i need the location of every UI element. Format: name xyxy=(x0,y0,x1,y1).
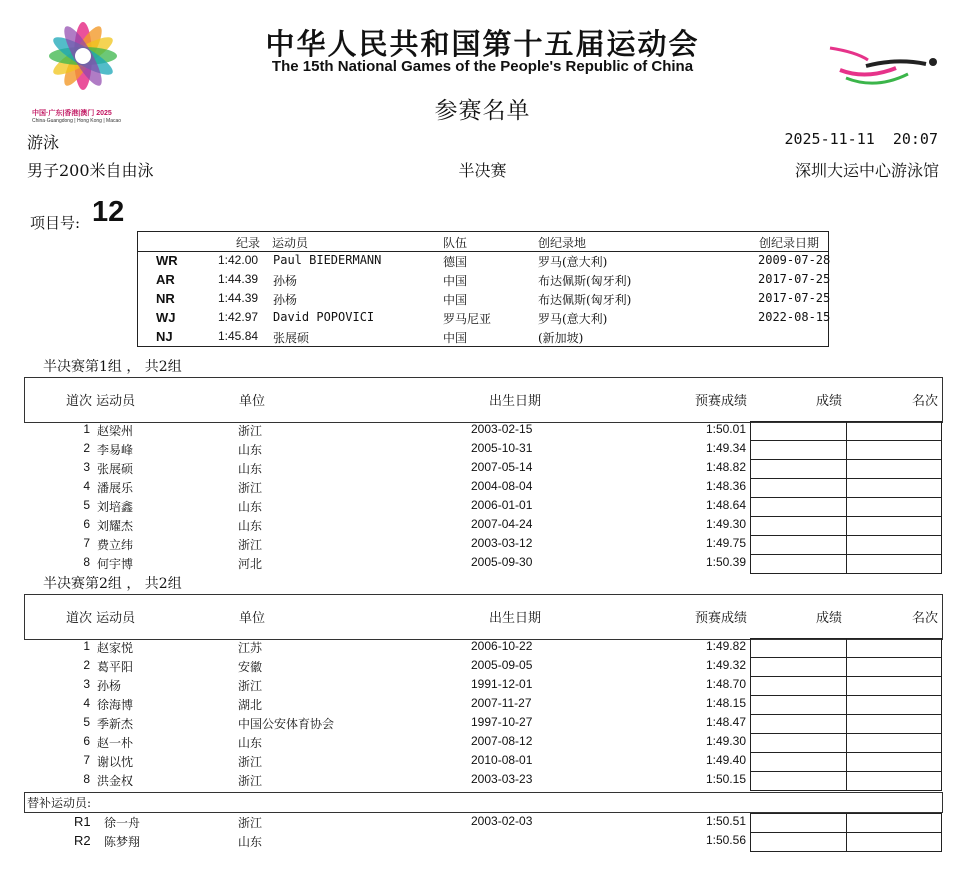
heat-result: 1:50.56 xyxy=(705,833,746,847)
athlete-unit: 山东 xyxy=(238,500,263,514)
heat-result: 1:48.70 xyxy=(705,677,746,691)
record-date: 2017-07-25 xyxy=(758,272,831,286)
athlete-dob: 2005-10-31 xyxy=(471,441,533,455)
result-cell xyxy=(750,497,847,517)
lane-number: 1 xyxy=(83,422,90,436)
record-row xyxy=(138,252,831,271)
lane-number: 2 xyxy=(83,441,90,455)
athlete-dob: 2003-02-03 xyxy=(471,814,533,828)
athlete-row xyxy=(24,497,941,516)
athlete-unit: 山东 xyxy=(238,443,263,457)
reserve-row xyxy=(24,832,941,851)
records-header-athlete: 运动员 xyxy=(272,236,309,250)
record-code: WR xyxy=(156,253,178,268)
col-heat-result: 预赛成绩 xyxy=(695,394,748,409)
result-cell xyxy=(750,714,847,734)
record-time: 1:45.84 xyxy=(218,329,259,343)
col-result: 成绩 xyxy=(816,611,843,626)
result-cell xyxy=(750,478,847,498)
lane-number: 5 xyxy=(83,715,90,729)
records-header-record: 纪录 xyxy=(236,236,261,250)
record-athlete: 孙杨 xyxy=(273,274,298,288)
datetime: 2025-11-11 20:07 xyxy=(784,130,938,148)
athlete-dob: 2003-03-12 xyxy=(471,536,533,550)
record-athlete: Paul BIEDERMANN xyxy=(273,253,382,267)
record-team: 中国 xyxy=(443,274,468,288)
records-header-team: 队伍 xyxy=(443,236,468,250)
rank-cell xyxy=(846,638,942,658)
heat-result: 1:49.30 xyxy=(705,517,746,531)
lane-number: R1 xyxy=(74,814,91,829)
record-row xyxy=(138,271,831,290)
result-cell xyxy=(750,554,847,574)
heat-result: 1:49.34 xyxy=(705,441,746,455)
lane-number: 7 xyxy=(83,536,90,550)
logo-caption-cn: 中国·广东|香港|澳门 2025 xyxy=(32,110,112,117)
col-dob: 出生日期 xyxy=(489,394,542,409)
heat-result: 1:48.47 xyxy=(705,715,746,729)
athlete-name: 徐海博 xyxy=(97,698,134,712)
record-date: 2009-07-28 xyxy=(758,253,831,267)
record-row xyxy=(138,290,831,309)
reserves-title: 替补运动员: xyxy=(27,796,92,810)
round-name: 半决赛 xyxy=(458,161,507,180)
athlete-row xyxy=(24,554,941,573)
athlete-row xyxy=(24,657,941,676)
athlete-dob: 2010-08-01 xyxy=(471,753,533,767)
athlete-name: 谢以忱 xyxy=(97,755,134,769)
lane-number: 3 xyxy=(83,677,90,691)
heat-result: 1:48.82 xyxy=(705,460,746,474)
rank-cell xyxy=(846,714,942,734)
athlete-name: 刘耀杰 xyxy=(97,519,134,533)
athlete-dob: 2003-03-23 xyxy=(471,772,533,786)
record-code: AR xyxy=(156,272,175,287)
group-1-title: 半决赛第1组 ， 共2组 xyxy=(43,359,182,375)
record-place: (新加坡) xyxy=(538,331,584,345)
athlete-name: 季新杰 xyxy=(97,717,134,731)
athlete-unit: 山东 xyxy=(238,835,263,849)
result-cell xyxy=(750,813,847,833)
lane-number: R2 xyxy=(74,833,91,848)
record-team: 中国 xyxy=(443,293,468,307)
record-code: NR xyxy=(156,291,175,306)
athlete-name: 孙杨 xyxy=(97,679,122,693)
col-heat-result: 预赛成绩 xyxy=(695,611,748,626)
result-cell xyxy=(750,752,847,772)
rank-cell xyxy=(846,733,942,753)
athlete-dob: 2006-01-01 xyxy=(471,498,533,512)
rank-cell xyxy=(846,459,942,479)
record-row xyxy=(138,309,831,328)
athlete-unit: 浙江 xyxy=(238,679,263,693)
lane-number: 5 xyxy=(83,498,90,512)
rank-cell xyxy=(846,657,942,677)
athlete-name: 张展硕 xyxy=(97,462,134,476)
athlete-unit: 湖北 xyxy=(238,698,263,712)
rank-cell xyxy=(846,440,942,460)
athlete-unit: 江苏 xyxy=(238,641,263,655)
records-header-row xyxy=(138,233,828,252)
document-title: 参赛名单 xyxy=(434,98,531,124)
rank-cell xyxy=(846,813,942,833)
athlete-unit: 浙江 xyxy=(238,755,263,769)
athlete-row xyxy=(24,676,941,695)
result-cell xyxy=(750,733,847,753)
athlete-unit: 浙江 xyxy=(238,538,263,552)
result-cell xyxy=(750,459,847,479)
athlete-unit: 安徽 xyxy=(238,660,263,674)
athlete-row xyxy=(24,459,941,478)
athlete-row xyxy=(24,695,941,714)
record-place: 布达佩斯(匈牙利) xyxy=(538,274,632,288)
athlete-dob: 2007-05-14 xyxy=(471,460,533,474)
record-code: WJ xyxy=(156,310,176,325)
sport-name: 游泳 xyxy=(27,133,60,152)
heat-result: 1:50.15 xyxy=(705,772,746,786)
rank-cell xyxy=(846,535,942,555)
record-time: 1:44.39 xyxy=(218,291,259,305)
athlete-row xyxy=(24,771,941,790)
group-2-title: 半决赛第2组 ， 共2组 xyxy=(43,576,182,592)
athlete-row xyxy=(24,535,941,554)
result-cell xyxy=(750,832,847,852)
record-team: 罗马尼亚 xyxy=(443,312,492,326)
athlete-row xyxy=(24,478,941,497)
heat-result: 1:48.15 xyxy=(705,696,746,710)
logo-caption-en: China·Guangdong | Hong Kong | Macao xyxy=(32,118,122,124)
rank-cell xyxy=(846,676,942,696)
athlete-name: 潘展乐 xyxy=(97,481,134,495)
record-time: 1:42.97 xyxy=(218,310,259,324)
athlete-unit: 浙江 xyxy=(238,774,263,788)
record-place: 罗马(意大利) xyxy=(538,255,608,269)
lane-number: 4 xyxy=(83,479,90,493)
group-1-column-header xyxy=(24,377,943,423)
lane-number: 6 xyxy=(83,517,90,531)
athlete-unit: 山东 xyxy=(238,519,263,533)
reserve-row xyxy=(24,813,941,832)
rank-cell xyxy=(846,516,942,536)
athlete-row xyxy=(24,752,941,771)
col-lane-athlete: 道次 运动员 xyxy=(66,394,136,409)
athlete-name: 陈梦翔 xyxy=(104,835,141,849)
lane-number: 8 xyxy=(83,772,90,786)
result-cell xyxy=(750,516,847,536)
athlete-unit: 浙江 xyxy=(238,424,263,438)
record-place: 布达佩斯(匈牙利) xyxy=(538,293,632,307)
athlete-dob: 2006-10-22 xyxy=(471,639,533,653)
athlete-unit: 浙江 xyxy=(238,481,263,495)
athlete-name: 李易峰 xyxy=(97,443,134,457)
result-cell xyxy=(750,638,847,658)
col-dob: 出生日期 xyxy=(489,611,542,626)
record-athlete: 张展硕 xyxy=(273,331,310,345)
heat-result: 1:48.64 xyxy=(705,498,746,512)
rank-cell xyxy=(846,832,942,852)
heat-result: 1:50.01 xyxy=(705,422,746,436)
athlete-unit: 山东 xyxy=(238,462,263,476)
heat-result: 1:49.30 xyxy=(705,734,746,748)
athlete-name: 洪金权 xyxy=(97,774,134,788)
record-athlete: David POPOVICI xyxy=(273,310,375,324)
heat-result: 1:50.51 xyxy=(705,814,746,828)
athlete-row xyxy=(24,516,941,535)
record-place: 罗马(意大利) xyxy=(538,312,608,326)
record-date: 2017-07-25 xyxy=(758,291,831,305)
rank-cell xyxy=(846,695,942,715)
col-unit: 单位 xyxy=(239,394,266,409)
event-number-label: 项目号: xyxy=(30,214,81,232)
reserves-header xyxy=(24,792,943,813)
athlete-row xyxy=(24,440,941,459)
athlete-dob: 2005-09-05 xyxy=(471,658,533,672)
col-result: 成绩 xyxy=(816,394,843,409)
athlete-dob: 2007-11-27 xyxy=(471,696,532,710)
athlete-dob: 1991-12-01 xyxy=(471,677,533,691)
athlete-name: 赵梁州 xyxy=(97,424,134,438)
result-cell xyxy=(750,657,847,677)
lane-number: 8 xyxy=(83,555,90,569)
athlete-dob: 1997-10-27 xyxy=(471,715,533,729)
athlete-unit: 河北 xyxy=(238,557,263,571)
athlete-unit: 山东 xyxy=(238,736,263,750)
event-number: 12 xyxy=(92,196,125,228)
athlete-name: 何宇博 xyxy=(97,557,134,571)
athlete-dob: 2004-08-04 xyxy=(471,479,533,493)
record-team: 中国 xyxy=(443,331,468,345)
records-table xyxy=(137,231,829,347)
athlete-row xyxy=(24,638,941,657)
heat-result: 1:49.82 xyxy=(705,639,746,653)
result-cell xyxy=(750,676,847,696)
athlete-row xyxy=(24,733,941,752)
athlete-name: 赵一朴 xyxy=(97,736,134,750)
lane-number: 3 xyxy=(83,460,90,474)
athlete-name: 徐一舟 xyxy=(104,816,141,830)
col-lane-athlete: 道次 运动员 xyxy=(66,611,136,626)
record-athlete: 孙杨 xyxy=(273,293,298,307)
result-cell xyxy=(750,421,847,441)
records-header-date: 创纪录日期 xyxy=(759,236,820,250)
rank-cell xyxy=(846,771,942,791)
page-title-en: The 15th National Games of the People's Republic of China xyxy=(271,58,694,75)
athlete-name: 赵家悦 xyxy=(97,641,134,655)
page-title-cn: 中华人民共和国第十五届运动会 xyxy=(265,27,700,61)
result-cell xyxy=(750,535,847,555)
athlete-dob: 2003-02-15 xyxy=(471,422,533,436)
col-unit: 单位 xyxy=(239,611,266,626)
event-name: 男子200米自由泳 xyxy=(27,161,154,180)
records-header-place: 创纪录地 xyxy=(538,236,587,250)
rank-cell xyxy=(846,478,942,498)
athlete-dob: 2005-09-30 xyxy=(471,555,533,569)
result-cell xyxy=(750,440,847,460)
result-cell xyxy=(750,695,847,715)
heat-result: 1:49.40 xyxy=(705,753,746,767)
athlete-row xyxy=(24,714,941,733)
lane-number: 2 xyxy=(83,658,90,672)
record-time: 1:42.00 xyxy=(218,253,259,267)
lane-number: 1 xyxy=(83,639,90,653)
athlete-name: 刘培鑫 xyxy=(97,500,134,514)
record-team: 德国 xyxy=(443,255,468,269)
group-2-column-header xyxy=(24,594,943,640)
lane-number: 4 xyxy=(83,696,90,710)
result-cell xyxy=(750,771,847,791)
athlete-name: 葛平阳 xyxy=(97,660,134,674)
col-rank: 名次 xyxy=(912,611,939,626)
lane-number: 6 xyxy=(83,734,90,748)
rank-cell xyxy=(846,554,942,574)
rank-cell xyxy=(846,752,942,772)
col-rank: 名次 xyxy=(912,394,939,409)
athlete-dob: 2007-04-24 xyxy=(471,517,533,531)
heat-result: 1:48.36 xyxy=(705,479,746,493)
record-row xyxy=(138,328,828,347)
lane-number: 7 xyxy=(83,753,90,767)
record-date: 2022-08-15 xyxy=(758,310,831,324)
heat-result: 1:49.32 xyxy=(705,658,746,672)
record-time: 1:44.39 xyxy=(218,272,259,286)
heat-result: 1:50.39 xyxy=(705,555,746,569)
athlete-unit: 浙江 xyxy=(238,816,263,830)
rank-cell xyxy=(846,497,942,517)
athlete-name: 费立纬 xyxy=(97,538,134,552)
record-code: NJ xyxy=(156,329,173,344)
heat-result: 1:49.75 xyxy=(705,536,746,550)
athlete-dob: 2007-08-12 xyxy=(471,734,533,748)
athlete-row xyxy=(24,421,941,440)
athlete-unit: 中国公安体育协会 xyxy=(238,717,335,731)
rank-cell xyxy=(846,421,942,441)
venue-name: 深圳大运中心游泳馆 xyxy=(794,161,939,180)
